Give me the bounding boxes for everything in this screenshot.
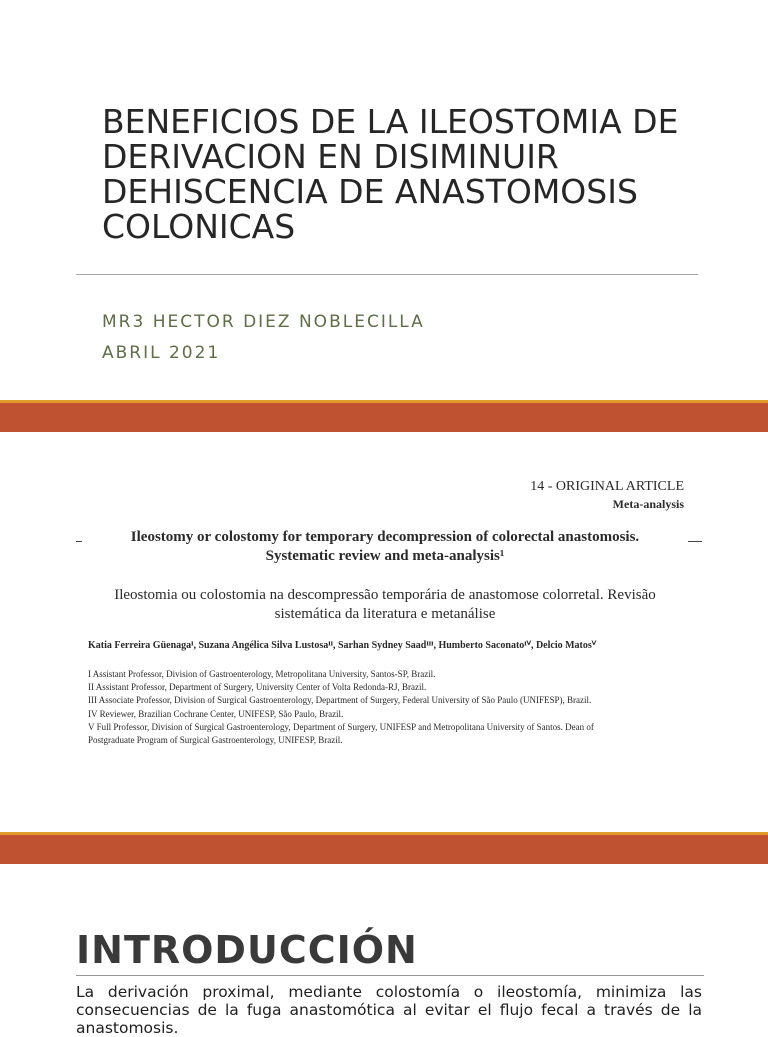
section-heading: INTRODUCCIÓN <box>76 928 418 972</box>
author-list: Katia Ferreira Güenagaᴵ, Suzana Angélica Silva Lustosaᴵᴵ, Sarhan Sydney Saadᴵᴵᴵ, Humberto Saconatoᴵⱽ, Delcio Matosⱽ <box>88 640 597 651</box>
paper-title-line-1: Ileostomy or colostomy for temporary decompression of colorectal anastomosis. <box>130 529 640 545</box>
affiliation-list <box>88 668 698 747</box>
affiliation-item: V Full Professor, Division of Surgical Gastroenterology, Department of Surgery, UNIFESP and Metropolitana University of Santos. Dean of <box>88 721 594 732</box>
paper-title-line-2: Systematic review and meta-analysis¹ <box>265 548 505 564</box>
article-slide <box>0 432 768 832</box>
affiliation-item: IV Reviewer, Brazilian Cochrane Center, UNIFESP, São Paulo, Brazil. <box>88 708 344 719</box>
heading-divider <box>76 975 704 976</box>
title-divider <box>76 274 698 275</box>
decorative-dash-right <box>688 541 702 542</box>
presentation-date: ABRIL 2021 <box>102 343 221 363</box>
presenter-name: MR3 HECTOR DIEZ NOBLECILLA <box>102 312 425 332</box>
introduction-slide <box>0 864 768 1037</box>
portuguese-title-line-2: sistemática da literatura e metanálise <box>274 606 496 622</box>
affiliation-item: III Associate Professor, Division of Surgical Gastroenterology, Department of Surgery, Federal University of São Paulo (UNIFESP), Brazil. <box>88 695 592 706</box>
article-type: Meta-analysis <box>612 497 684 511</box>
portuguese-title-line-1: Ileostomia ou colostomia na descompressão temporária de anastomose colorretal. Revisão <box>114 587 656 603</box>
slide-separator-1 <box>0 400 768 432</box>
affiliation-item: I Assistant Professor, Division of Gastroenterology, Metropolitana University, Santos-SP, Brazil. <box>88 669 436 679</box>
article-label: 14 - ORIGINAL ARTICLE <box>530 479 684 494</box>
slide-title: BENEFICIOS DE LA ILEOSTOMIA DE DERIVACION EN DISIMINUIR DEHISCENCIA DE ANASTOMOSIS COLONICAS <box>102 102 679 246</box>
affiliation-item: II Assistant Professor, Department of Surgery, University Center of Volta Redonda-RJ, Brazil. <box>88 682 427 693</box>
affiliation-item: Postgraduate Program of Surgical Gastroenterology, UNIFESP, Brazil. <box>88 735 343 746</box>
intro-paragraph: La derivación proximal, mediante colostomía o ileostomía, minimiza las consecuencias de la fuga anastomótica al evitar el flujo fecal a través de la anastomosis. <box>76 983 702 1037</box>
paper-title <box>80 528 690 566</box>
slide-separator-2 <box>0 832 768 864</box>
portuguese-title <box>80 586 690 624</box>
title-slide <box>0 0 768 400</box>
